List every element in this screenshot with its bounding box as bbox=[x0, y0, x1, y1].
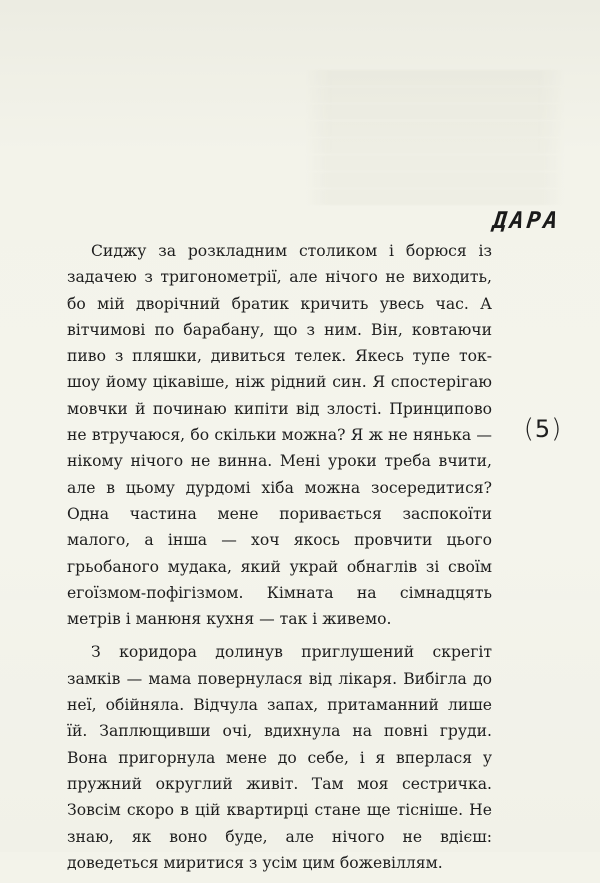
paragraph-1: Сиджу за розкладним столиком і борюся із задачею з тригонометрії, але нічого не виходить, бо мій дворічний братик кричить увесь час. А вітчимові по барабану, що з ним. Він, ковтаючи пиво з пляшки, дивиться телек. Якесь тупе ток-шоу йому цікавіше, ніж рідний син. Я спостерігаю мовчки й починаю кипіти від злості. Принципово не втручаюся, бо скільки можна? Я ж не нянька — нікому нічого не винна. Мені уроки треба вчити, але в цьому дурдомі хіба можна зосередитися? Одна частина мене поривається заспокоїти малого, а інша — хоч якось провчити цього грьобаного мудака, який украй обнаглів зі своїм егоїзмом-пофігізмом. Кімната на сімнадцять метрів і манюня кухня — так і живемо. bbox=[67, 242, 492, 629]
chapter-title: ДАРА bbox=[491, 208, 562, 234]
page-number-value: 5 bbox=[534, 415, 552, 443]
body-text bbox=[67, 238, 492, 883]
paragraph-2: З коридора долинув приглушений скрегіт замків — мама повернулася від лікаря. Вибігла до неї, обійняла. Відчула запах, притаманний лише їй. Заплющивши очі, вдихнула на повні груди. Вона пригорнула мене до себе, і я вперлася у пружний округлий живіт. Там моя сестричка. Зовсім скоро в цій квартирці стане ще тісніше. Не знаю, як воно буде, але нічого не вдієш: доведеться миритися з усім цим божевіллям. bbox=[67, 643, 492, 872]
page-number bbox=[517, 410, 569, 448]
page-number-close-paren: ) bbox=[551, 414, 563, 444]
show-through-text bbox=[305, 70, 565, 206]
page-number-open-paren: ( bbox=[523, 414, 535, 444]
